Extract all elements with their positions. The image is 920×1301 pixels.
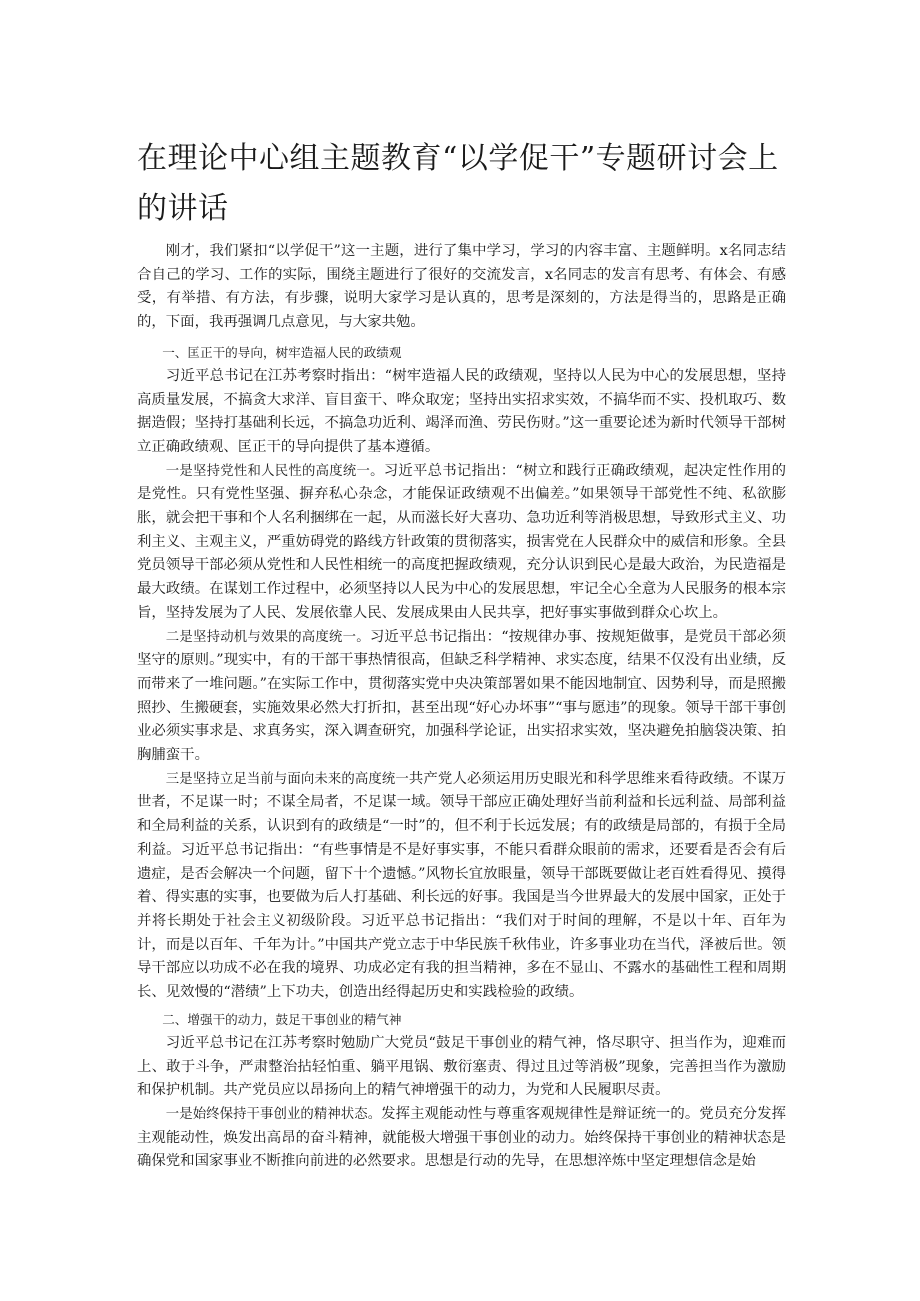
section2-point1-text: 发挥主观能动性与尊重客观规律性是辩证统一的。党员充分发挥主观能动性，焕发出高昂的奋斗精神，就能极大增强干事创业的动力。始终保持干事创业的精神状态是确保党和国家事业不断推向前进的必然要求。思想是行动的先导，在思想淬炼中坚定理想信念是始 bbox=[137, 1105, 786, 1170]
section1-point1-text: 习近平总书记指出：“树立和践行正确政绩观，起决定性作用的是党性。只有党性坚强、摒弃私心杂念，才能保证政绩观不出偏差。”如果领导干部党性不纯、私欲膨胀，就会把干事和个人名利捆绑在一起，从而滋长好大喜功、急功近利等消极思想，导致形式主义、功利主义、主观主义，严重妨碍党的路线方针政策的贯彻落实，损害党在人民群众中的威信和形象。全县党员领导干部必须从党性和人民性相统一的高度把握政绩观，充分认识到民心是最大政治，为民造福是最大政绩。在谋划工作过程中，必须坚持以人民为中心的发展思想，牢记全心全意为人民服务的根本宗旨，坚持发展为了人民、发展依靠人民、发展成果由人民共享，把好事实事做到群众心坎上。 bbox=[137, 462, 787, 621]
section1-point1-lead: 一是坚持党性和人民性的高度统一。 bbox=[165, 463, 384, 479]
document-body bbox=[137, 240, 786, 1174]
section1-heading: 一、匡正干的导向，树牢造福人民的政绩观 bbox=[162, 344, 402, 360]
section1-point2 bbox=[137, 626, 786, 768]
document-title: 在理论中心组主题教育“以学促干”专题研讨会上的讲话 bbox=[137, 141, 779, 226]
intro-paragraph: 刚才，我们紧扣“以学促干”这一主题，进行了集中学习，学习的内容丰富、主题鲜明。x名同志结合自己的学习、工作的实际，围绕主题进行了很好的交流发言，x名同志的发言有思考、有体会、有感受，有举措、有方法，有步骤，说明大家学习是认真的，思考是深刻的，方法是得当的，思路是正确的，下面，我再强调几点意见，与大家共勉。 bbox=[137, 243, 786, 331]
section1-point2-text: 习近平总书记指出：“按规律办事、按规矩做事，是党员干部必须坚守的原则。”现实中，有的干部干事热情很高，但缺乏科学精神、求实态度，结果不仅没有出业绩，反而带来了一堆问题。”在实际工作中，贯彻落实党中央决策部署如果不能因地制宜、因势利导，而是照搬照抄、生搬硬套，实施效果必然大打折扣，甚至出现“好心办坏事”“事与愿违”的现象。领导干部干事创业必须实事求是、求真务实，深入调查研究，加强科学论证，出实招求实效，坚决避免拍脑袋决策、拍胸脯蛮干。 bbox=[137, 628, 787, 764]
section1-intro: 习近平总书记在江苏考察时指出：“树牢造福人民的政绩观，坚持以人民为中心的发展思想，坚持高质量发展，不搞贪大求洋、盲目蛮干、哗众取宠；坚持出实招求实效，不搞华而不实、投机取巧、数据造假；坚持打基础利长远，不搞急功近利、竭泽而渔、劳民伤财。”这一重要论述为新时代领导干部树立正确政绩观、匡正干的导向提供了基本遵循。 bbox=[137, 367, 786, 455]
section2-point1-lead: 一是始终保持干事创业的精神状态。 bbox=[165, 1106, 382, 1122]
section1-point3-text: 共产党人必须运用历史眼光和科学思维来看待政绩。不谋万世者，不足谋一时；不谋全局者，不足谋一域。领导干部应正确处理好当前利益和长远利益、局部利益和全局利益的关系，认识到有的政绩是“一时”的，但不利于长远发展；有的政绩是局部的，有损于全局利益。习近平总书记指出：“有些事情是不是好事实事，不能只看群众眼前的需求，还要看是否会有后遗症，是否会解决一个问题，留下十个遗憾。”风物长宜放眼量，领导干部既要做让老百姓看得见、摸得着、得实惠的实事，也要做为后人打基础、利长远的好事。我国是当今世界最大的发展中国家，正处于并将长期处于社会主义初级阶段。习近平总书记指出：“我们对于时间的理解，不是以十年、百年为计，而是以百年、千年为计。”中国共产党立志于中华民族千秋伟业，许多事业功在当代，泽被后世。领导干部应以功成不必在我的境界、功成必定有我的担当精神，多在不显山、不露水的基础性工程和周期长、见效慢的“潜绩”上下功夫，创造出经得起历史和实践检验的政绩。 bbox=[137, 770, 786, 1001]
section2-heading: 二、增强干的动力，鼓足干事创业的精气神 bbox=[162, 1011, 402, 1027]
section1-point2-lead: 二是坚持动机与效果的高度统一。 bbox=[165, 629, 370, 645]
section1-point3-lead: 三是坚持立足当前与面向未来的高度统一 bbox=[165, 771, 409, 787]
section1-point3 bbox=[137, 768, 786, 1005]
section2-intro: 习近平总书记在江苏考察时勉励广大党员“鼓足干事创业的精气神，恪尽职守、担当作为，迎难而上、敢于斗争，严肃整治拈轻怕重、躺平甩锅、敷衍塞责、得过且过等消极”现象，完善担当作为激励和保护机制。共产党员应以昂扬向上的精气神增强干的动力，为党和人民履职尽责。 bbox=[137, 1034, 786, 1099]
section2-point1 bbox=[137, 1103, 786, 1174]
section1-point1 bbox=[137, 460, 786, 626]
